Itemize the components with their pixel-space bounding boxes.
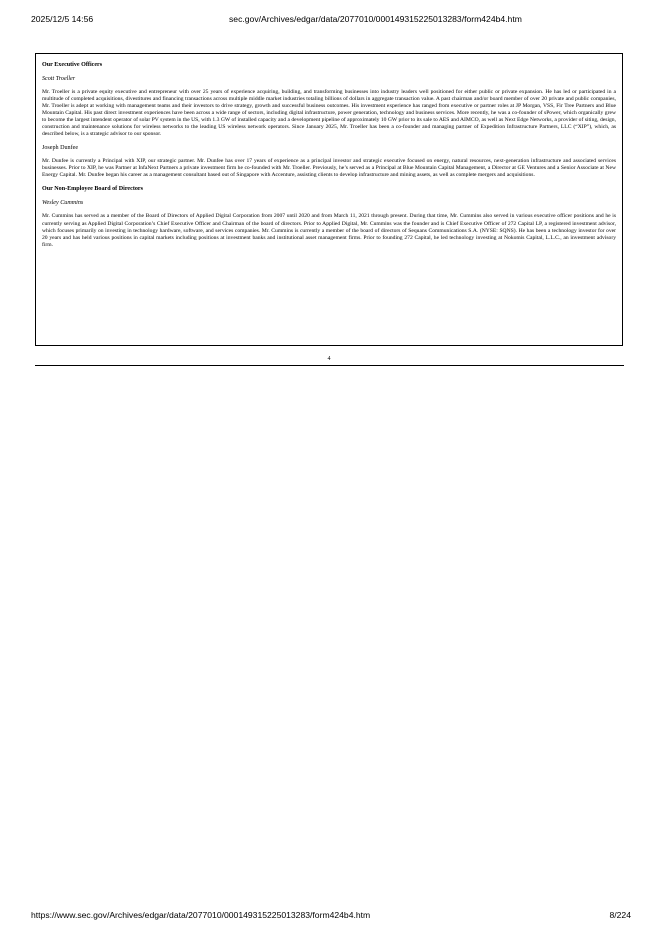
page-divider	[35, 365, 624, 366]
print-footer-url: https://www.sec.gov/Archives/edgar/data/2077010/000149315225013283/form424b4.htm	[31, 910, 371, 920]
print-footer	[31, 910, 631, 922]
director-name-cummins: Wesley Cummins	[42, 200, 84, 207]
director-bio-cummins: Mr. Cummins has served as a member of the Board of Directors of Applied Digital Corporation from 2007 until 2020 and from March 11, 2021 through present. During that time, Mr. Cummins also served in various executive officer positions and he is currently serving as Applied Digital Corporation’s Chief Executive Officer and Chairman of the board of directors. Prior to Applied Digital, Mr. Cummins was the founder and is Chief Executive Officer of 272 Capital LP, a registered investment advisor, which focuses primarily on investing in technology hardware, software, and services companies. Mr. Cummins is currently a member of the board of directors of Sequans Communications S.A. (NYSE: SQNS). He has been a technology investor for over 20 years and has held various positions in capital markets including positions at investment banks and institutional asset management firms. Prior to founding 272 Capital, he led technology investing at Nokomis Capital, L.L.C., an investment advisory firm.	[42, 213, 616, 248]
officer-name-troeller: Scott Troeller	[42, 76, 76, 82]
print-header	[31, 14, 631, 26]
page-number: 4	[327, 356, 331, 362]
document-content	[35, 53, 623, 346]
board-heading: Our Non-Employee Board of Directors	[42, 186, 143, 193]
print-page-count: 8/224	[609, 910, 631, 920]
print-datetime: 2025/12/5 14:56	[31, 14, 94, 24]
executive-officers-heading: Our Executive Officers	[42, 62, 103, 68]
officer-bio-troeller: Mr. Troeller is a private equity executive and entrepreneur with over 25 years of experience acquiring, building, and transforming businesses into industry leaders well positioned for either public or private expansion. He has led or participated in a multitude of completed acquisitions, divestitures and financing transactions across multiple middle market industries totaling billions of dollars in aggregate transaction value. A past chairman and/or board member of over 20 private and public companies, Mr. Troeller is adept at working with management teams and their investors to drive strategy, growth and successful business outcomes. His investment experience has ranged from executive or partner roles at JP Morgan, VSS, Fir Tree Partners and Blue Mountain Capital. His past direct investment experiences have been across a wide range of sectors, including digital infrastructure, power generation, technology and business services. More recently, he was a co-founder of sPower, which organically grew to become the largest intendent operator of solar PV system in the US, with 1.3 GW of installed capacity and a development pipeline of approximately 10 GW prior to its sale to AES and AIMCO, as well as Next Edge Networks, a provider of siting, design, construction and maintenance solutions for wireless networks to the leading US wireless network operators. Since January 2025, Mr. Troeller has been a co-founder and managing partner of Expedition Infrastructure Partners, LLC (“XIP”), which, as described below, is a strategic advisor to our sponsor.	[42, 89, 616, 138]
officer-name-dunfee: Joseph Dunfee	[42, 145, 79, 152]
print-header-url: sec.gov/Archives/edgar/data/2077010/000149315225013283/form424b4.htm	[229, 14, 522, 24]
officer-bio-dunfee: Mr. Dunfee is currently a Principal with XIP, our strategic partner. Mr. Dunfee has over 17 years of experience as a principal investor and strategic executive focused on energy, natural resources, next-generation infrastructure and associated services businesses. Prior to XIP, he was Partner at InfaNext Partners a private investment firm he co-founded with Mr. Troeller. Previously, he’s served as a Principal at Blue Mountain Capital Management, a Director at GE Ventures and a Senior Associate at New Energy Capital. Mr. Dunfee began his career as a management consultant based out of Singapore with Accenture, assisting clients to develop infrastructure and mining assets, as well as complete mergers and acquisitions.	[42, 158, 616, 179]
